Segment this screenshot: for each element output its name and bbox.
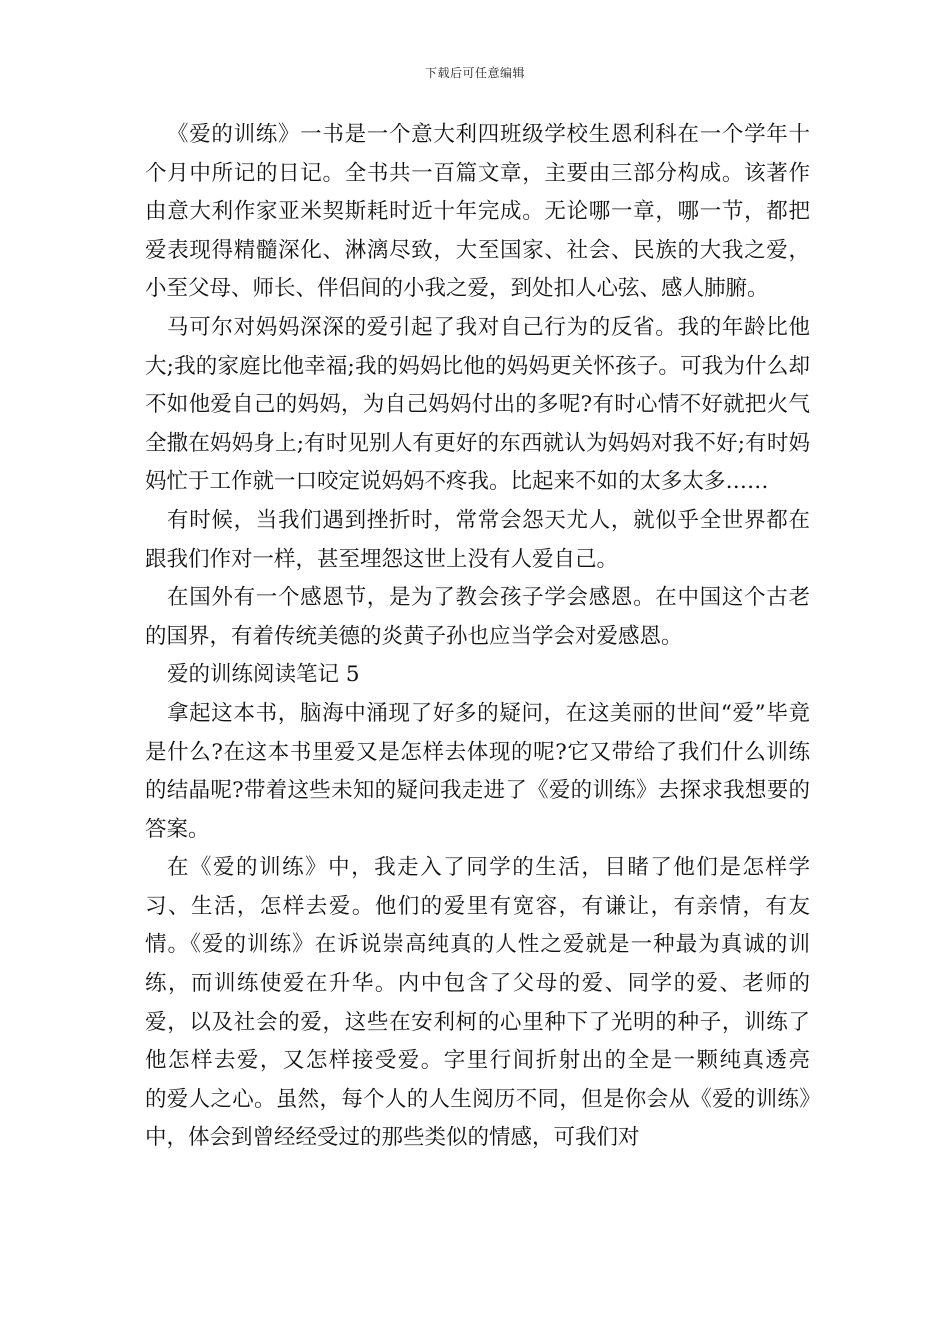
paragraph: 拿起这本书，脑海中涌现了好多的疑问，在这美丽的世间“爱”毕竟是什么?在这本书里爱又是怎样去体现的呢?它又带给了我们什么训练的结晶呢?带着这些未知的疑问我走进了《爱的训练》去探求我想要的答案。 [145, 700, 810, 842]
paragraph: 马可尔对妈妈深深的爱引起了我对自己行为的反省。我的年龄比他大;我的家庭比他幸福;我的妈妈比他的妈妈更关怀孩子。可我为什么却不如他爱自己的妈妈，为自己妈妈付出的多呢?有时心情不好就把火气全撒在妈妈身上;有时见别人有更好的东西就认为妈妈对我不好;有时妈妈忙于工作就一口咬定说妈妈不疼我。比起来不如的太多太多…… [145, 314, 810, 495]
paragraph: 《爱的训练》一书是一个意大利四班级学校生恩利科在一个学年十个月中所记的日记。全书共一百篇文章，主要由三部分构成。该著作由意大利作家亚米契斯耗时近十年完成。无论哪一章，哪一节，都把爱表现得精髓深化、淋漓尽致，大至国家、社会、民族的大我之爱，小至父母、师长、伴侣间的小我之爱，到处扣人心弦、感人肺腑。 [145, 122, 810, 302]
document-body [145, 116, 839, 1158]
section-heading: 爱的训练阅读笔记 5 [167, 662, 360, 688]
paragraph: 在国外有一个感恩节，是为了教会孩子学会感恩。在中国这个古老的国界，有着传统美德的炎黄子孙也应当学会对爱感恩。 [145, 585, 810, 649]
paragraph: 在《爱的训练》中，我走入了同学的生活，目睹了他们是怎样学习、生活，怎样去爱。他们的爱里有宽容，有谦让，有亲情，有友情。《爱的训练》在诉说崇高纯真的人性之爱就是一种最为真诚的训练，而训练使爱在升华。内中包含了父母的爱、同学的爱、老师的爱，以及社会的爱，这些在安利柯的心里种下了光明的种子，训练了他怎样去爱，又怎样接受爱。字里行间折射出的全是一颗纯真透亮 的爱人之心。虽然，每个人的人生阅历不同，但是你会从《爱的训练》中，体会到曾经经受过的那些类似的情感，可我们对 [145, 855, 839, 1151]
paragraph: 有时候，当我们遇到挫折时，常常会怨天尤人，就似乎全世界都在跟我们作对一样，甚至埋怨这世上没有人爱自己。 [145, 507, 810, 572]
page-header: 下载后可任意编辑 [424, 66, 525, 80]
